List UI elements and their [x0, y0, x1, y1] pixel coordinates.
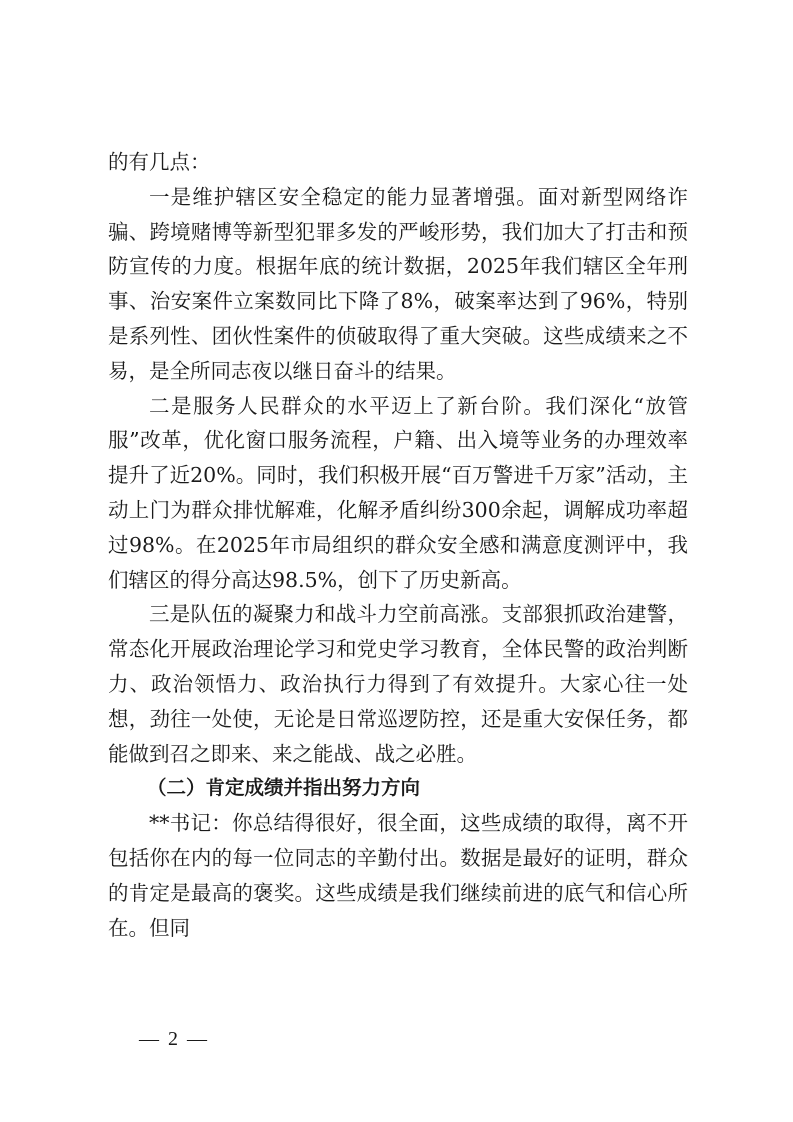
section-heading: （二）肯定成绩并指出努力方向: [147, 776, 421, 800]
paragraph-secretary-remarks: **书记：你总结得很好，很全面，这些成绩的取得，离不开包括你在内的每一位同志的辛勤付出。数据是最好的证明，群众的肯定是最高的褒奖。这些成绩是我们继续前进的底气和信心所在。但同: [108, 811, 688, 940]
page-number: — 2 —: [139, 1028, 209, 1050]
paragraph-public-security: 一是维护辖区安全稳定的能力显著增强。面对新型网络诈骗、跨境赌博等新型犯罪多发的严峻形势，我们加大了打击和预防宣传的力度。根据年底的统计数据，2025年我们辖区全年刑事、治安案件立案数同比下降了8%，破案率达到了96%，特别是系列性、团伙性案件的侦破取得了重大突破。这些成绩来之不易，是全所同志夜以继日奋斗的结果。: [108, 184, 688, 383]
paragraph-public-service: 二是服务人民群众的水平迈上了新台阶。我们深化“放管服”改革，优化窗口服务流程，户籍、出入境等业务的办理效率提升了近20%。同时，我们积极开展“百万警进千万家”活动，主动上门为群众排忧解难，化解矛盾纠纷300余起，调解成功率超过98%。在2025年市局组织的群众安全感和满意度测评中，我们辖区的得分高达98.5%，创下了历史新高。: [108, 393, 688, 592]
paragraph-team-cohesion: 三是队伍的凝聚力和战斗力空前高涨。支部狠抓政治建警，常态化开展政治理论学习和党史学习教育，全体民警的政治判断力、政治领悟力、政治执行力得到了有效提升。大家心往一处想，劲往一处使，无论是日常巡逻防控，还是重大安保任务，都能做到召之即来、来之能战、战之必胜。: [108, 602, 688, 766]
document-body: [108, 145, 688, 945]
paragraph-continuation: 的有几点：: [108, 150, 211, 174]
